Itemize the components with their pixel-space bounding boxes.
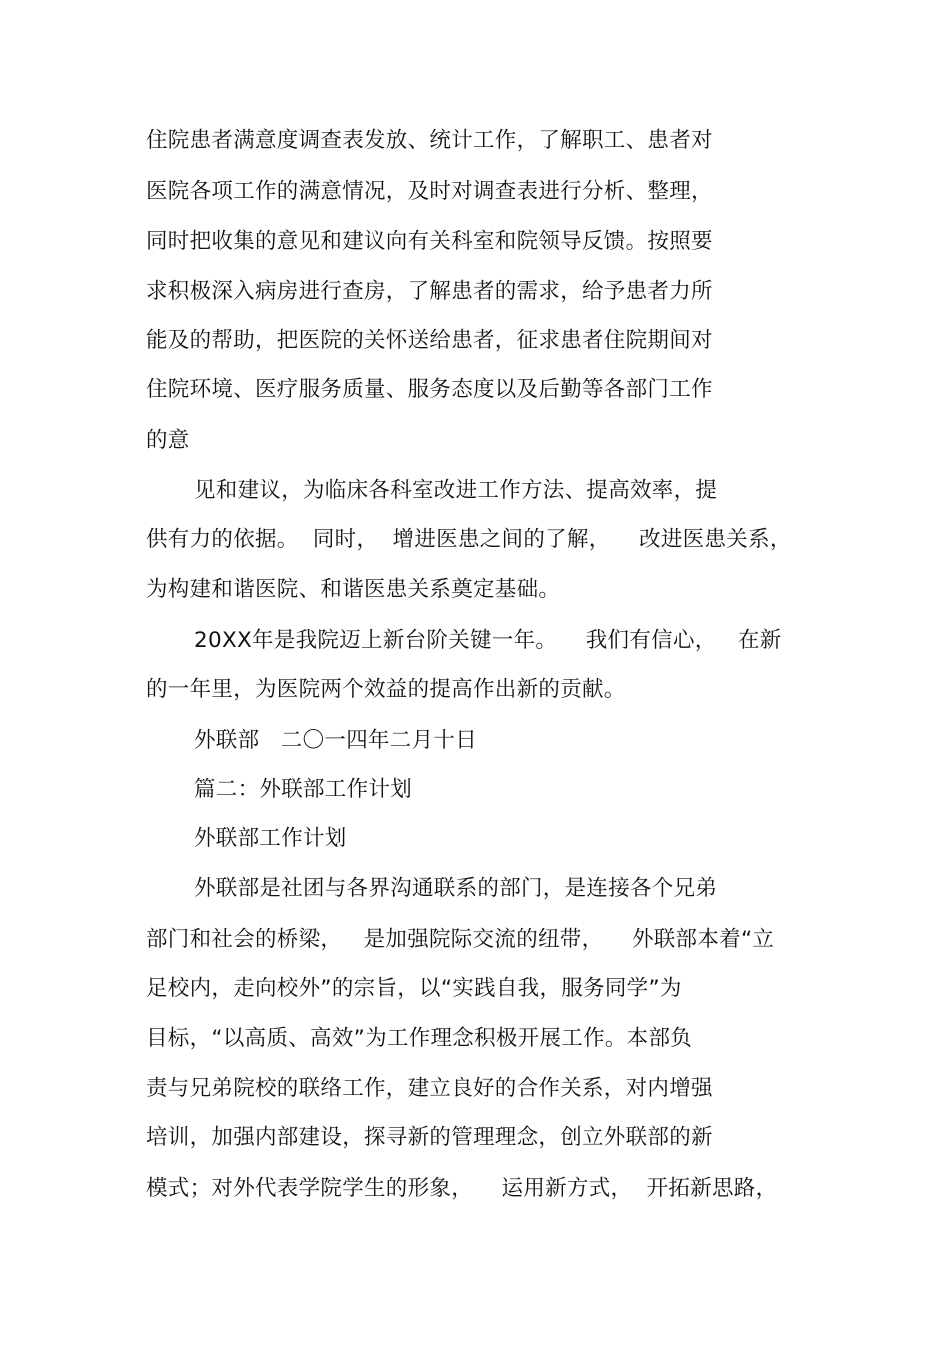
text-line: 住院环境、医疗服务质量、服务态度以及后勤等各部门工作 xyxy=(146,377,713,402)
text-line: 目标，“以高质、高效”为工作理念积极开展工作。本部负 xyxy=(146,1026,693,1051)
text-line: 同时把收集的意见和建议向有关科室和院领导反馈。按照要 xyxy=(146,229,713,254)
text-line: 医院各项工作的满意情况，及时对调查表进行分析、整理， xyxy=(146,179,713,204)
text-line: 的意 xyxy=(146,428,190,453)
text-line: 供有力的依据。 同时， 增进医患之间的了解， 改进医患关系， xyxy=(146,527,792,552)
text-line: 责与兄弟院校的联络工作，建立良好的合作关系，对内增强 xyxy=(146,1076,713,1101)
text-line: 见和建议，为临床各科室改进工作方法、提高效率，提 xyxy=(194,478,718,503)
signature-line: 外联部 二〇一四年二月十日 xyxy=(194,728,478,753)
text-line: 20XX年是我院迈上新台阶关键一年。 我们有信心， 在新 xyxy=(194,628,782,653)
text-line: 能及的帮助，把医院的关怀送给患者，征求患者住院期间对 xyxy=(146,328,713,353)
text-line: 的一年里，为医院两个效益的提高作出新的贡献。 xyxy=(146,677,626,702)
text-line: 模式；对外代表学院学生的形象， 运用新方式， 开拓新思路， xyxy=(146,1176,778,1201)
text-line: 部门和社会的桥梁， 是加强院际交流的纽带， 外联部本着“立 xyxy=(146,927,775,952)
section-title: 外联部工作计划 xyxy=(194,826,347,851)
text-line: 求积极深入病房进行查房，了解患者的需求，给予患者力所 xyxy=(146,279,713,304)
text-line: 为构建和谐医院、和谐医患关系奠定基础。 xyxy=(146,577,561,602)
text-line: 外联部是社团与各界沟通联系的部门，是连接各个兄弟 xyxy=(194,876,718,901)
text-line: 足校内，走向校外”的宗旨，以“实践自我，服务同学”为 xyxy=(146,976,682,1001)
text-line: 培训，加强内部建设，探寻新的管理理念，创立外联部的新 xyxy=(146,1125,713,1150)
text-line: 住院患者满意度调查表发放、统计工作，了解职工、患者对 xyxy=(146,128,713,153)
section-heading: 篇二：外联部工作计划 xyxy=(194,777,413,802)
